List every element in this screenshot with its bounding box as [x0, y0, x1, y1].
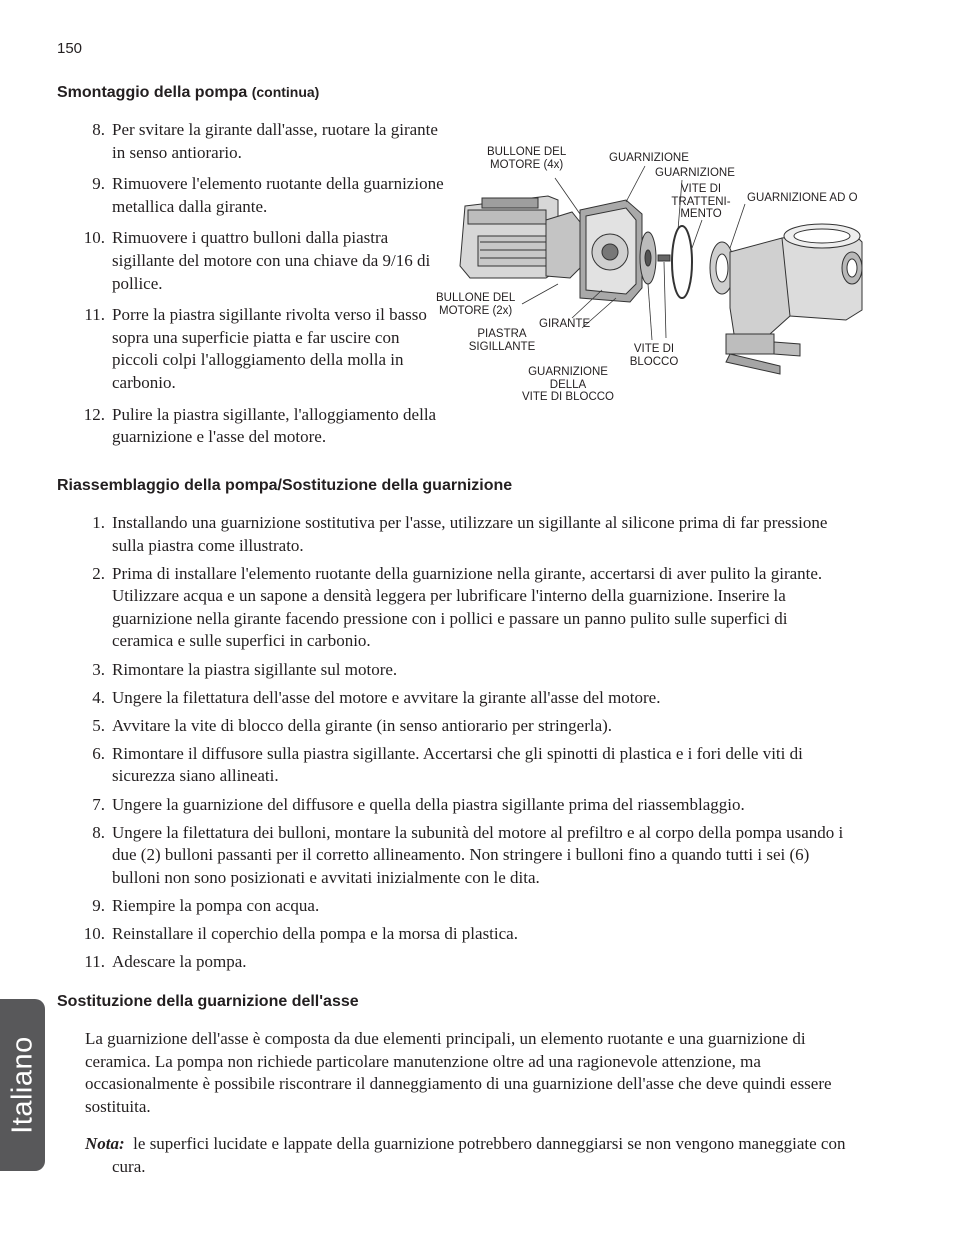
label-line: BULLONE DEL: [487, 146, 567, 158]
disassembly-steps-list: [57, 119, 449, 458]
section-title-smontaggio: [57, 84, 319, 102]
note-label: Nota:: [85, 1134, 125, 1153]
label-line: BLOCCO: [629, 355, 679, 368]
label-bullone-motore-4x: [487, 146, 566, 171]
list-item: [57, 304, 449, 394]
list-item-text: Avvitare la vite di blocco della girante (in senso antiorario per stringerla).: [112, 715, 613, 735]
label-vite-trattenimento: [664, 183, 738, 221]
label-line: TRATTENI-: [671, 195, 731, 208]
list-item-number: 9.: [92, 895, 105, 915]
label-line: GUARNIZIONE: [609, 152, 689, 164]
list-item-number: 9.: [92, 174, 105, 194]
list-item: [57, 822, 847, 890]
section-title-suffix: (continua): [251, 84, 320, 100]
list-item: [57, 687, 847, 710]
label-guarnizione-2: [655, 167, 735, 180]
language-side-tab: [0, 999, 45, 1171]
list-item: [57, 715, 847, 738]
list-item-text: Per svitare la girante dall'asse, ruotare la girante in senso antiorario.: [112, 120, 438, 162]
note-text: le superfici lucidate e lappate della guarnizione potrebbero danneggiarsi se non vengono maneggiate con cura.: [112, 1134, 846, 1176]
label-girante: [539, 318, 590, 331]
note-paragraph: [85, 1133, 856, 1178]
label-line: MOTORE (4x): [490, 158, 564, 171]
list-item-text: Ungere la guarnizione del diffusore e quella della piastra sigillante prima del riassemblaggio.: [112, 794, 745, 814]
list-item-text: Installando una guarnizione sostitutiva per l'asse, utilizzare un sigillante al silicone prima di far pressione sulla piastra come illustrato.: [112, 513, 828, 555]
list-item-number: 8.: [92, 822, 105, 842]
label-piastra-sigillante: [463, 328, 541, 353]
label-guarnizione-vite-blocco: [514, 366, 622, 404]
label-line: GUARNIZIONE: [528, 366, 608, 378]
list-item-number: 7.: [92, 794, 105, 814]
list-item: [57, 659, 847, 682]
label-vite-di-blocco: [626, 343, 682, 368]
list-item-text: Rimontare la piastra sigillante sul motore.: [112, 659, 398, 679]
label-guarnizione-1: [609, 152, 689, 165]
list-item: [57, 563, 847, 653]
list-item-text: Adescare la pompa.: [112, 952, 247, 972]
label-line: GIRANTE: [539, 318, 591, 330]
list-item: [57, 743, 847, 788]
list-item-text: Ungere la filettatura dei bulloni, montare la subunità del motore al prefiltro e al corpo della pompa usando i due (2) bulloni passanti per il corretto allineamento. Non stringere i bulloni fino a quando tutti i sei (6) bulloni non sono posizionati e avvitati inizialmente con le dita.: [112, 822, 844, 887]
list-item-number: 6.: [92, 743, 105, 763]
label-line: GUARNIZIONE AD O: [747, 192, 858, 204]
side-tab-label: Italiano: [6, 1036, 38, 1134]
section-title-riassemblaggio: Riassemblaggio della pompa/Sostituzione della guarnizione: [57, 477, 513, 494]
list-item-number: 4.: [92, 687, 105, 707]
shaft-seal-paragraph: La guarnizione dell'asse è composta da due elementi principali, un elemento ruotante e una guarnizione di ceramica. La pompa non richiede particolare manutenzione oltre ad una ragionevole attenzione, ma occasionalmente è possibile riscontrare il danneggiamento di una guarnizione dell'asse che deve quindi essere sostituita.: [85, 1029, 832, 1116]
label-line: VITE DI: [680, 183, 722, 195]
list-item-text: Porre la piastra sigillante rivolta verso il basso sopra una superficie piatta e far uscire con piccoli colpi l'alloggiamento della molla in carbonio.: [112, 305, 427, 392]
label-line: MENTO: [680, 208, 722, 220]
list-item-number: 11.: [84, 305, 105, 325]
list-item-number: 11.: [84, 952, 105, 972]
label-line: MOTORE (2x): [439, 304, 513, 317]
list-item-number: 10.: [83, 228, 105, 248]
label-bullone-motore-2x: [436, 292, 515, 317]
label-line: GUARNIZIONE: [655, 167, 735, 179]
list-item-number: 2.: [92, 563, 105, 583]
list-item: [57, 923, 847, 946]
label-line: SIGILLANTE: [468, 340, 536, 353]
list-item-text: Rimuovere i quattro bulloni dalla piastra sigillante del motore con una chiave da 9/16 di pollice.: [112, 228, 431, 293]
list-item: [57, 794, 847, 817]
list-item-number: 3.: [92, 659, 105, 679]
list-item-text: Rimuovere l'elemento ruotante della guarnizione metallica dalla girante.: [112, 174, 444, 216]
label-line: VITE DI BLOCCO: [521, 391, 615, 403]
list-item-text: Ungere la filettatura dell'asse del motore e avvitare la girante all'asse del motore.: [112, 687, 661, 707]
list-item-number: 1.: [92, 513, 105, 532]
section-title-text: Smontaggio della pompa: [57, 84, 248, 101]
list-item-number: 5.: [92, 715, 105, 735]
list-item-text: Riempire la pompa con acqua.: [112, 895, 320, 915]
list-item-number: 10.: [83, 924, 105, 943]
list-item-text: Reinstallare il coperchio della pompa e la morsa di plastica.: [112, 924, 518, 943]
list-item: [57, 404, 449, 449]
list-item: [57, 512, 847, 557]
list-item-number: 8.: [92, 120, 105, 139]
label-line: VITE DI: [633, 343, 675, 355]
list-item-text: Pulire la piastra sigillante, l'alloggiamento della guarnizione e l'asse del motore.: [112, 404, 437, 447]
label-line: DELLA: [549, 378, 587, 391]
list-item-text: Prima di installare l'elemento ruotante della guarnizione nella girante, accertarsi di aver pulito la girante. Utilizzare acqua e un sapone a densità leggera per lubrificare l'interno della guarnizione. Inserire la guarnizione nella girante facendo pressione con i pollici e passare un panno pulito sulle superfici di ceramica e sulle superfici in carbonio.: [112, 563, 823, 651]
label-line: PIASTRA: [477, 328, 527, 340]
label-line: BULLONE DEL: [436, 292, 516, 304]
label-guarnizione-ad-o: [747, 192, 858, 205]
list-item: [57, 227, 449, 295]
list-item-text: Rimontare il diffusore sulla piastra sigillante. Accertarsi che gli spinotti di plastica e i fori delle viti di sicurezza siano allineati.: [112, 743, 803, 786]
list-item: [57, 951, 847, 974]
list-item: [57, 895, 847, 918]
list-item: [57, 173, 449, 218]
list-item-number: 12.: [83, 404, 105, 424]
section-title-sostituzione: Sostituzione della guarnizione dell'asse: [57, 993, 359, 1010]
list-item: [57, 119, 449, 164]
page-number: 150: [57, 40, 83, 57]
reassembly-steps-list: [57, 512, 847, 979]
